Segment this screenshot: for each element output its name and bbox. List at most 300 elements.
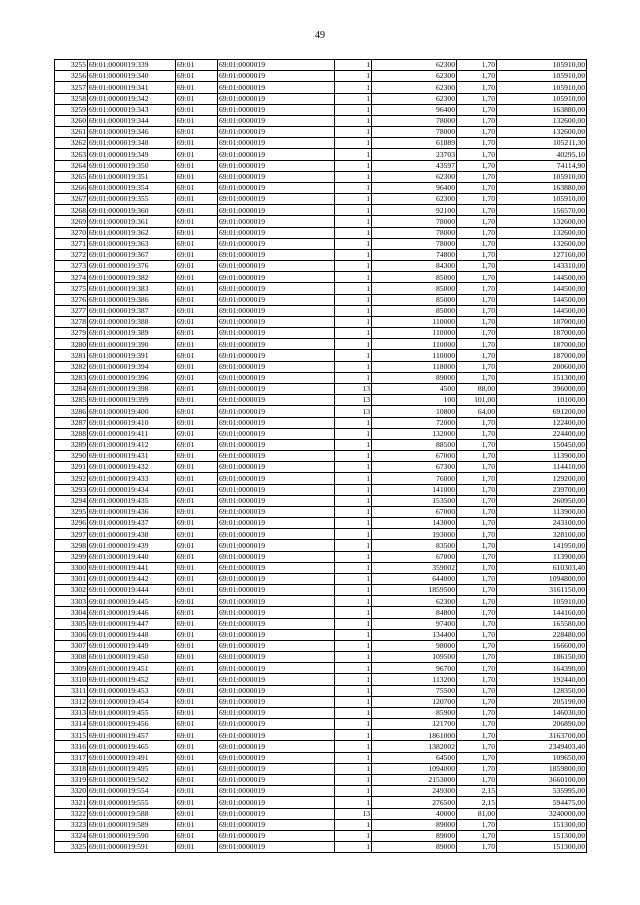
table-row	[55, 272, 587, 283]
group-code-cell: 1	[335, 149, 372, 160]
area-cell: 10800	[372, 406, 457, 417]
cadastral-value-cell: 224400,00	[497, 428, 587, 439]
table-row	[55, 283, 587, 294]
table-row	[55, 439, 587, 450]
group-code-cell: 1	[335, 417, 372, 428]
row-number-cell: 3280	[55, 339, 88, 350]
quarter-code-cell: 69:01:0000019	[218, 462, 335, 473]
group-code-cell: 1	[335, 842, 372, 853]
quarter-code-cell: 69:01:0000019	[218, 763, 335, 774]
cadastral-value-cell: 260950,00	[497, 495, 587, 506]
district-code-cell: 69:01	[176, 127, 218, 138]
district-code-cell: 69:01	[176, 60, 218, 71]
table-row	[55, 495, 587, 506]
district-code-cell: 69:01	[176, 707, 218, 718]
table-row	[55, 808, 587, 819]
cadastral-value-cell: 151300,00	[497, 819, 587, 830]
row-number-cell: 3300	[55, 562, 88, 573]
district-code-cell: 69:01	[176, 719, 218, 730]
rate-cell: 1,70	[457, 439, 497, 450]
row-number-cell: 3303	[55, 596, 88, 607]
table-row	[55, 529, 587, 540]
quarter-code-cell: 69:01:0000019	[218, 60, 335, 71]
cadastral-number-cell: 69:01:0000019:400	[88, 406, 176, 417]
cadastral-number-cell: 69:01:0000019:448	[88, 629, 176, 640]
quarter-code-cell: 69:01:0000019	[218, 383, 335, 394]
group-code-cell: 1	[335, 305, 372, 316]
quarter-code-cell: 69:01:0000019	[218, 752, 335, 763]
table-row	[55, 719, 587, 730]
quarter-code-cell: 69:01:0000019	[218, 238, 335, 249]
quarter-code-cell: 69:01:0000019	[218, 618, 335, 629]
rate-cell: 1,70	[457, 115, 497, 126]
cadastral-number-cell: 69:01:0000019:502	[88, 775, 176, 786]
cadastral-number-cell: 69:01:0000019:591	[88, 842, 176, 853]
group-code-cell: 1	[335, 160, 372, 171]
cadastral-number-cell: 69:01:0000019:343	[88, 104, 176, 115]
group-code-cell: 1	[335, 473, 372, 484]
quarter-code-cell: 69:01:0000019	[218, 495, 335, 506]
rate-cell: 64,00	[457, 406, 497, 417]
row-number-cell: 3269	[55, 216, 88, 227]
district-code-cell: 69:01	[176, 361, 218, 372]
rate-cell: 1,70	[457, 182, 497, 193]
rate-cell: 1,70	[457, 316, 497, 327]
row-number-cell: 3323	[55, 819, 88, 830]
row-number-cell: 3312	[55, 696, 88, 707]
table-row	[55, 227, 587, 238]
area-cell: 118000	[372, 361, 457, 372]
table-row	[55, 216, 587, 227]
area-cell: 85000	[372, 272, 457, 283]
quarter-code-cell: 69:01:0000019	[218, 272, 335, 283]
area-cell: 2153000	[372, 775, 457, 786]
table-row	[55, 182, 587, 193]
cadastral-number-cell: 69:01:0000019:355	[88, 194, 176, 205]
quarter-code-cell: 69:01:0000019	[218, 93, 335, 104]
row-number-cell: 3321	[55, 797, 88, 808]
area-cell: 84800	[372, 607, 457, 618]
cadastral-value-cell: 105910,00	[497, 60, 587, 71]
row-number-cell: 3322	[55, 808, 88, 819]
district-code-cell: 69:01	[176, 272, 218, 283]
cadastral-value-cell: 146030,00	[497, 707, 587, 718]
rate-cell: 1,70	[457, 227, 497, 238]
cadastral-value-cell: 206890,00	[497, 719, 587, 730]
row-number-cell: 3275	[55, 283, 88, 294]
cadastral-value-cell: 200600,00	[497, 361, 587, 372]
rate-cell: 1,70	[457, 60, 497, 71]
area-cell: 96400	[372, 182, 457, 193]
row-number-cell: 3290	[55, 451, 88, 462]
district-code-cell: 69:01	[176, 395, 218, 406]
cadastral-number-cell: 69:01:0000019:554	[88, 786, 176, 797]
cadastral-value-cell: 165580,00	[497, 618, 587, 629]
area-cell: 276500	[372, 797, 457, 808]
row-number-cell: 3292	[55, 473, 88, 484]
area-cell: 64500	[372, 752, 457, 763]
area-cell: 76000	[372, 473, 457, 484]
table-row	[55, 707, 587, 718]
group-code-cell: 1	[335, 115, 372, 126]
row-number-cell: 3283	[55, 372, 88, 383]
cadastral-number-cell: 69:01:0000019:433	[88, 473, 176, 484]
district-code-cell: 69:01	[176, 562, 218, 573]
area-cell: 359002	[372, 562, 457, 573]
cadastral-value-cell: 144500,00	[497, 283, 587, 294]
area-cell: 134400	[372, 629, 457, 640]
table-row	[55, 551, 587, 562]
quarter-code-cell: 69:01:0000019	[218, 607, 335, 618]
rate-cell: 1,70	[457, 361, 497, 372]
table-row	[55, 640, 587, 651]
table-row	[55, 741, 587, 752]
rate-cell: 1,70	[457, 205, 497, 216]
cadastral-number-cell: 69:01:0000019:435	[88, 495, 176, 506]
cadastral-value-cell: 166600,00	[497, 640, 587, 651]
district-code-cell: 69:01	[176, 775, 218, 786]
district-code-cell: 69:01	[176, 786, 218, 797]
rate-cell: 1,70	[457, 149, 497, 160]
rate-cell: 1,70	[457, 730, 497, 741]
row-number-cell: 3284	[55, 383, 88, 394]
area-cell: 121700	[372, 719, 457, 730]
area-cell: 89000	[372, 819, 457, 830]
quarter-code-cell: 69:01:0000019	[218, 316, 335, 327]
area-cell: 62300	[372, 596, 457, 607]
cadastral-value-cell: 132600,00	[497, 115, 587, 126]
row-number-cell: 3306	[55, 629, 88, 640]
row-number-cell: 3278	[55, 316, 88, 327]
row-number-cell: 3277	[55, 305, 88, 316]
rate-cell: 1,70	[457, 93, 497, 104]
rate-cell: 1,70	[457, 272, 497, 283]
cadastral-number-cell: 69:01:0000019:361	[88, 216, 176, 227]
quarter-code-cell: 69:01:0000019	[218, 372, 335, 383]
cadastral-value-cell: 3240000,00	[497, 808, 587, 819]
district-code-cell: 69:01	[176, 607, 218, 618]
area-cell: 67000	[372, 506, 457, 517]
row-number-cell: 3264	[55, 160, 88, 171]
table-row	[55, 127, 587, 138]
table-row	[55, 417, 587, 428]
table-row	[55, 573, 587, 584]
group-code-cell: 1	[335, 596, 372, 607]
district-code-cell: 69:01	[176, 462, 218, 473]
row-number-cell: 3294	[55, 495, 88, 506]
group-code-cell: 1	[335, 495, 372, 506]
cadastral-value-cell: 328100,00	[497, 529, 587, 540]
cadastral-value-cell: 10100,00	[497, 395, 587, 406]
quarter-code-cell: 69:01:0000019	[218, 652, 335, 663]
area-cell: 1861000	[372, 730, 457, 741]
cadastral-value-cell: 132600,00	[497, 127, 587, 138]
quarter-code-cell: 69:01:0000019	[218, 428, 335, 439]
quarter-code-cell: 69:01:0000019	[218, 562, 335, 573]
quarter-code-cell: 69:01:0000019	[218, 227, 335, 238]
table-row	[55, 60, 587, 71]
quarter-code-cell: 69:01:0000019	[218, 160, 335, 171]
rate-cell: 2,15	[457, 786, 497, 797]
group-code-cell: 1	[335, 573, 372, 584]
district-code-cell: 69:01	[176, 249, 218, 260]
quarter-code-cell: 69:01:0000019	[218, 685, 335, 696]
table-row	[55, 596, 587, 607]
table-row	[55, 696, 587, 707]
row-number-cell: 3325	[55, 842, 88, 853]
table-row	[55, 160, 587, 171]
district-code-cell: 69:01	[176, 115, 218, 126]
row-number-cell: 3309	[55, 663, 88, 674]
rate-cell: 1,70	[457, 551, 497, 562]
rate-cell: 1,70	[457, 305, 497, 316]
group-code-cell: 1	[335, 707, 372, 718]
cadastral-number-cell: 69:01:0000019:382	[88, 272, 176, 283]
table-row	[55, 350, 587, 361]
quarter-code-cell: 69:01:0000019	[218, 596, 335, 607]
table-row	[55, 104, 587, 115]
rate-cell: 1,70	[457, 71, 497, 82]
area-cell: 43597	[372, 160, 457, 171]
district-code-cell: 69:01	[176, 283, 218, 294]
row-number-cell: 3317	[55, 752, 88, 763]
area-cell: 110000	[372, 316, 457, 327]
district-code-cell: 69:01	[176, 663, 218, 674]
area-cell: 78000	[372, 216, 457, 227]
rate-cell: 1,70	[457, 596, 497, 607]
row-number-cell: 3267	[55, 194, 88, 205]
district-code-cell: 69:01	[176, 741, 218, 752]
rate-cell: 1,70	[457, 607, 497, 618]
area-cell: 85000	[372, 283, 457, 294]
area-cell: 62300	[372, 171, 457, 182]
cadastral-value-cell: 105910,00	[497, 596, 587, 607]
district-code-cell: 69:01	[176, 473, 218, 484]
district-code-cell: 69:01	[176, 294, 218, 305]
group-code-cell: 1	[335, 551, 372, 562]
cadastral-value-cell: 129200,00	[497, 473, 587, 484]
rate-cell: 1,70	[457, 707, 497, 718]
table-row	[55, 797, 587, 808]
cadastral-number-cell: 69:01:0000019:590	[88, 830, 176, 841]
rate-cell: 1,70	[457, 238, 497, 249]
row-number-cell: 3276	[55, 294, 88, 305]
cadastral-number-cell: 69:01:0000019:434	[88, 484, 176, 495]
cadastral-number-cell: 69:01:0000019:445	[88, 596, 176, 607]
cadastral-number-cell: 69:01:0000019:588	[88, 808, 176, 819]
quarter-code-cell: 69:01:0000019	[218, 786, 335, 797]
group-code-cell: 13	[335, 808, 372, 819]
area-cell: 72000	[372, 417, 457, 428]
group-code-cell: 1	[335, 752, 372, 763]
cadastral-value-cell: 113900,00	[497, 551, 587, 562]
cadastral-value-cell: 535995,00	[497, 786, 587, 797]
quarter-code-cell: 69:01:0000019	[218, 339, 335, 350]
area-cell: 100	[372, 395, 457, 406]
cadastral-value-cell: 187000,00	[497, 339, 587, 350]
table-row	[55, 238, 587, 249]
row-number-cell: 3324	[55, 830, 88, 841]
quarter-code-cell: 69:01:0000019	[218, 585, 335, 596]
group-code-cell: 1	[335, 585, 372, 596]
rate-cell: 1,70	[457, 540, 497, 551]
district-code-cell: 69:01	[176, 216, 218, 227]
cadastral-value-cell: 187000,00	[497, 316, 587, 327]
group-code-cell: 1	[335, 294, 372, 305]
area-cell: 67000	[372, 451, 457, 462]
quarter-code-cell: 69:01:0000019	[218, 138, 335, 149]
quarter-code-cell: 69:01:0000019	[218, 328, 335, 339]
group-code-cell: 1	[335, 339, 372, 350]
row-number-cell: 3297	[55, 529, 88, 540]
quarter-code-cell: 69:01:0000019	[218, 808, 335, 819]
cadastral-value-cell: 205190,00	[497, 696, 587, 707]
group-code-cell: 1	[335, 104, 372, 115]
rate-cell: 1,70	[457, 685, 497, 696]
group-code-cell: 1	[335, 82, 372, 93]
table-row	[55, 361, 587, 372]
cadastral-value-cell: 396000,00	[497, 383, 587, 394]
cadastral-value-cell: 2349403,40	[497, 741, 587, 752]
rate-cell: 1,70	[457, 819, 497, 830]
quarter-code-cell: 69:01:0000019	[218, 82, 335, 93]
rate-cell: 1,70	[457, 261, 497, 272]
area-cell: 61889	[372, 138, 457, 149]
group-code-cell: 13	[335, 395, 372, 406]
table-row	[55, 171, 587, 182]
rate-cell: 1,70	[457, 451, 497, 462]
district-code-cell: 69:01	[176, 763, 218, 774]
row-number-cell: 3307	[55, 640, 88, 651]
group-code-cell: 1	[335, 93, 372, 104]
cadastral-number-cell: 69:01:0000019:348	[88, 138, 176, 149]
row-number-cell: 3304	[55, 607, 88, 618]
table-row	[55, 305, 587, 316]
group-code-cell: 1	[335, 775, 372, 786]
table-row	[55, 674, 587, 685]
row-number-cell: 3281	[55, 350, 88, 361]
group-code-cell: 1	[335, 484, 372, 495]
group-code-cell: 1	[335, 462, 372, 473]
cadastral-value-cell: 3163700,00	[497, 730, 587, 741]
table-row	[55, 562, 587, 573]
rate-cell: 2,15	[457, 797, 497, 808]
district-code-cell: 69:01	[176, 383, 218, 394]
cadastral-value-cell: 141950,00	[497, 540, 587, 551]
table-row	[55, 506, 587, 517]
area-cell: 75500	[372, 685, 457, 696]
group-code-cell: 1	[335, 607, 372, 618]
area-cell: 67000	[372, 551, 457, 562]
quarter-code-cell: 69:01:0000019	[218, 104, 335, 115]
cadastral-value-cell: 144500,00	[497, 272, 587, 283]
cadastral-number-cell: 69:01:0000019:344	[88, 115, 176, 126]
row-number-cell: 3263	[55, 149, 88, 160]
area-cell: 89000	[372, 372, 457, 383]
quarter-code-cell: 69:01:0000019	[218, 406, 335, 417]
rate-cell: 1,70	[457, 249, 497, 260]
area-cell: 109500	[372, 652, 457, 663]
cadastral-number-cell: 69:01:0000019:399	[88, 395, 176, 406]
cadastral-number-cell: 69:01:0000019:437	[88, 518, 176, 529]
cadastral-number-cell: 69:01:0000019:340	[88, 71, 176, 82]
row-number-cell: 3320	[55, 786, 88, 797]
cadastral-value-cell: 40295,10	[497, 149, 587, 160]
area-cell: 97400	[372, 618, 457, 629]
group-code-cell: 1	[335, 361, 372, 372]
district-code-cell: 69:01	[176, 819, 218, 830]
district-code-cell: 69:01	[176, 730, 218, 741]
rate-cell: 1,70	[457, 484, 497, 495]
district-code-cell: 69:01	[176, 529, 218, 540]
area-cell: 88500	[372, 439, 457, 450]
quarter-code-cell: 69:01:0000019	[218, 71, 335, 82]
area-cell: 1382002	[372, 741, 457, 752]
table-row	[55, 473, 587, 484]
group-code-cell: 1	[335, 283, 372, 294]
rate-cell: 1,70	[457, 428, 497, 439]
table-row	[55, 730, 587, 741]
quarter-code-cell: 69:01:0000019	[218, 249, 335, 260]
quarter-code-cell: 69:01:0000019	[218, 261, 335, 272]
row-number-cell: 3279	[55, 328, 88, 339]
district-code-cell: 69:01	[176, 808, 218, 819]
cadastral-value-cell: 3161150,00	[497, 585, 587, 596]
area-cell: 98000	[372, 640, 457, 651]
cadastral-number-cell: 69:01:0000019:367	[88, 249, 176, 260]
district-code-cell: 69:01	[176, 551, 218, 562]
area-cell: 89000	[372, 830, 457, 841]
district-code-cell: 69:01	[176, 484, 218, 495]
group-code-cell: 1	[335, 696, 372, 707]
cadastral-value-cell: 109650,00	[497, 752, 587, 763]
row-number-cell: 3291	[55, 462, 88, 473]
cadastral-number-cell: 69:01:0000019:441	[88, 562, 176, 573]
cadastral-number-cell: 69:01:0000019:341	[88, 82, 176, 93]
quarter-code-cell: 69:01:0000019	[218, 395, 335, 406]
district-code-cell: 69:01	[176, 194, 218, 205]
cadastral-value-cell: 239700,00	[497, 484, 587, 495]
table-row	[55, 395, 587, 406]
district-code-cell: 69:01	[176, 451, 218, 462]
rate-cell: 101,00	[457, 395, 497, 406]
cadastral-number-cell: 69:01:0000019:411	[88, 428, 176, 439]
quarter-code-cell: 69:01:0000019	[218, 797, 335, 808]
quarter-code-cell: 69:01:0000019	[218, 194, 335, 205]
area-cell: 96700	[372, 663, 457, 674]
row-number-cell: 3286	[55, 406, 88, 417]
cadastral-value-cell: 164390,00	[497, 663, 587, 674]
cadastral-number-cell: 69:01:0000019:362	[88, 227, 176, 238]
row-number-cell: 3272	[55, 249, 88, 260]
row-number-cell: 3293	[55, 484, 88, 495]
cadastral-number-cell: 69:01:0000019:376	[88, 261, 176, 272]
row-number-cell: 3261	[55, 127, 88, 138]
district-code-cell: 69:01	[176, 71, 218, 82]
quarter-code-cell: 69:01:0000019	[218, 115, 335, 126]
group-code-cell: 1	[335, 786, 372, 797]
group-code-cell: 1	[335, 562, 372, 573]
row-number-cell: 3315	[55, 730, 88, 741]
group-code-cell: 1	[335, 451, 372, 462]
district-code-cell: 69:01	[176, 372, 218, 383]
cadastral-number-cell: 69:01:0000019:383	[88, 283, 176, 294]
area-cell: 644000	[372, 573, 457, 584]
rate-cell: 1,70	[457, 640, 497, 651]
cadastral-number-cell: 69:01:0000019:491	[88, 752, 176, 763]
quarter-code-cell: 69:01:0000019	[218, 819, 335, 830]
rate-cell: 1,70	[457, 350, 497, 361]
